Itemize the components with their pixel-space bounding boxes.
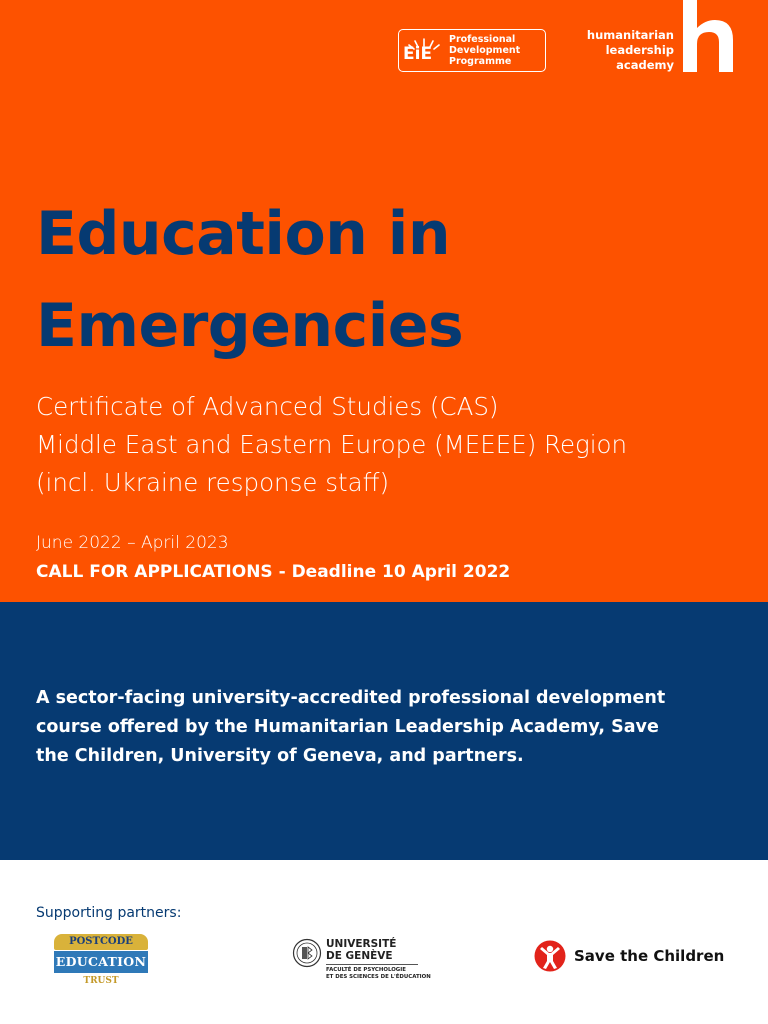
eie-letters: EiE xyxy=(403,44,433,64)
divider xyxy=(326,964,418,965)
eie-line: Professional xyxy=(449,34,516,45)
hla-h-logo-icon xyxy=(683,0,735,72)
subtitle-line: Certificate of Advanced Studies (CAS) xyxy=(36,392,499,421)
unige-name-line: DE GENÈVE xyxy=(326,950,393,962)
description-line: the Children, University of Geneva, and partners. xyxy=(36,746,524,766)
course-description xyxy=(36,684,736,771)
unige-faculty-line: FACULTÉ DE PSYCHOLOGIE xyxy=(326,967,406,973)
trust-word: TRUST xyxy=(83,976,119,986)
save-the-children-name: Save the Children xyxy=(574,947,725,965)
hla-logo-text xyxy=(580,28,674,73)
unige-faculty xyxy=(326,967,431,981)
subtitle xyxy=(36,388,627,502)
title-line: Education in xyxy=(36,199,451,269)
page-title xyxy=(36,188,463,372)
unige-name-line: UNIVERSITÉ xyxy=(326,938,397,950)
unige-seal-icon xyxy=(292,938,322,968)
postcode-word: POSTCODE xyxy=(54,934,148,950)
eie-line: Development xyxy=(449,45,521,56)
postcode-education-trust-logo xyxy=(54,934,148,990)
subtitle-line: Middle East and Eastern Europe (MEEEE) Region xyxy=(36,430,628,459)
save-the-children-icon xyxy=(534,940,566,972)
eie-line: Programme xyxy=(449,56,512,67)
unige-faculty-line: ET DES SCIENCES DE L'ÉDUCATION xyxy=(326,974,431,980)
title-line: Emergencies xyxy=(36,291,464,361)
hla-line: academy xyxy=(616,58,674,72)
eie-programme-logo xyxy=(398,29,546,72)
education-word: EDUCATION xyxy=(54,951,148,973)
hla-line: leadership xyxy=(605,43,674,57)
description-line: A sector-facing university-accredited professional development xyxy=(36,688,666,708)
programme-dates: June 2022 – April 2023 xyxy=(36,533,229,553)
call-for-applications: CALL FOR APPLICATIONS - Deadline 10 April 2022 xyxy=(36,562,511,582)
hla-line: humanitarian xyxy=(586,28,674,42)
description-line: course offered by the Humanitarian Leadership Academy, Save xyxy=(36,717,659,737)
save-the-children-logo xyxy=(534,938,734,974)
university-of-geneva-logo xyxy=(292,938,431,984)
partners-label: Supporting partners: xyxy=(36,905,182,921)
eie-programme-name xyxy=(449,34,545,67)
subtitle-line: (incl. Ukraine response staff) xyxy=(36,468,390,497)
unige-name xyxy=(326,938,396,962)
